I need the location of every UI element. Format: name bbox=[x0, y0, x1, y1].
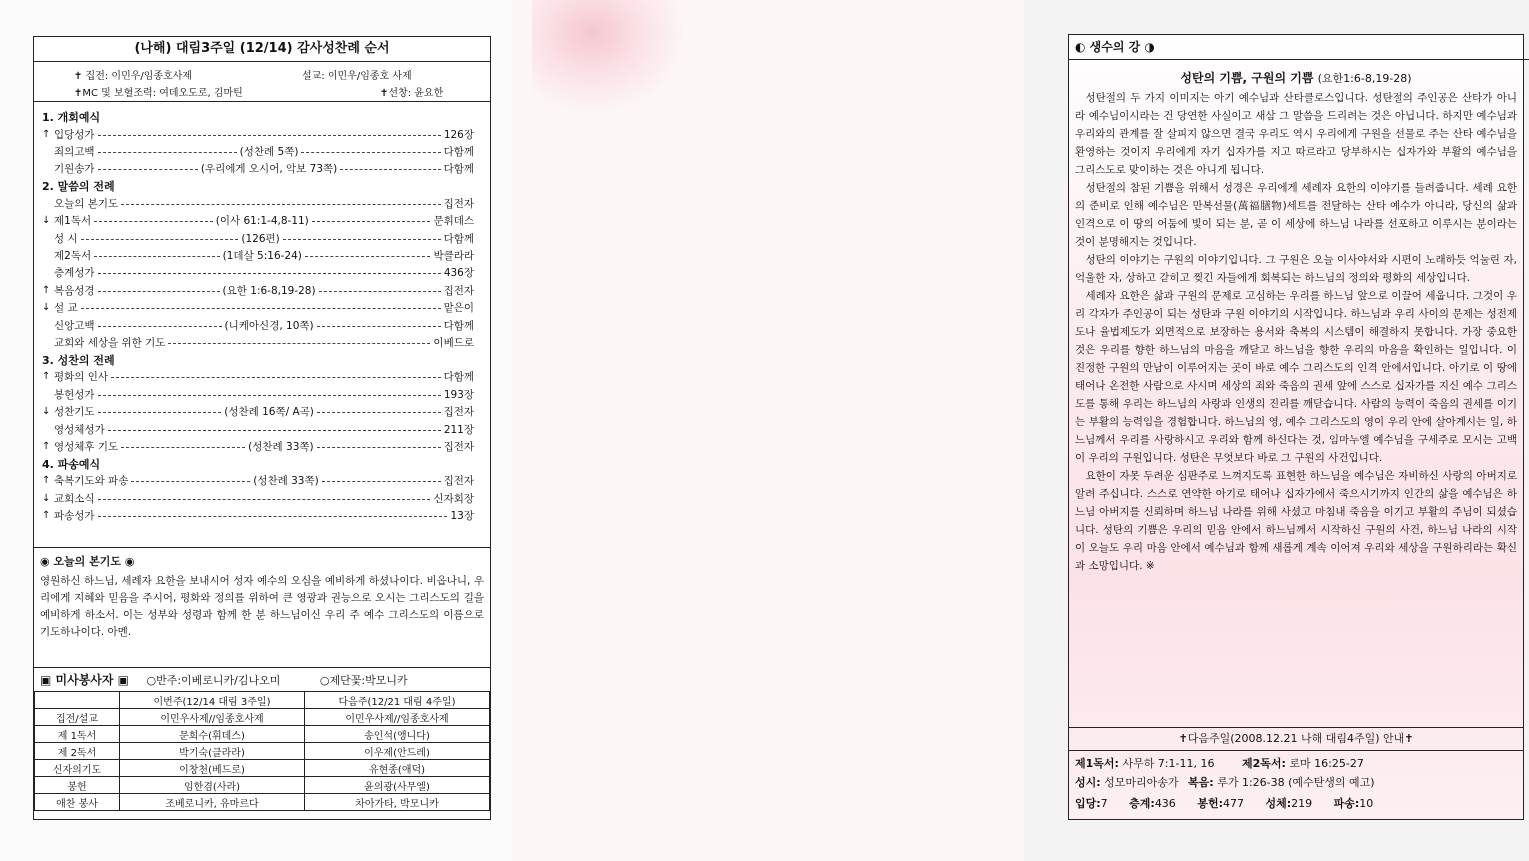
leader-line bbox=[340, 169, 440, 170]
order-item bbox=[42, 282, 474, 298]
leader-line bbox=[98, 152, 237, 153]
sermon-paragraph: 요한이 자못 두려운 심판주로 느껴지도록 표현한 하느님을 예수님은 자비하신 사랑의 아버지로 알려 주십니다. 스스로 연약한 아기로 태어나 십자가에서 죽으시기까지 인간의 삶을 예수님은 하느님 아버지를 신뢰하며 하느님 나라를 위해 사셨고 마침내 죽음을 이기고 부활의 주님이 되셨습니다. 성탄의 기쁨은 우리의 믿음 안에서 하느님께서 시작하신 구원의 사건, 하느님 나라의 시작이 오늘도 우리 마음 안에서 예수님과 함께 새롭게 계속 이어져 우리와 세상을 구원하리라는 확신과 소망입니다. ※ bbox=[1075, 470, 1517, 572]
table-row bbox=[35, 726, 490, 743]
order-item-value: 126장 bbox=[443, 128, 474, 141]
leader-line bbox=[98, 326, 222, 327]
next-psalm-gospel bbox=[1075, 774, 1375, 790]
arrow-marker: ↑ bbox=[42, 440, 51, 452]
table-row bbox=[35, 777, 490, 794]
table-cell: 송인석(앵니다) bbox=[305, 726, 490, 743]
communion-label: 성체: bbox=[1265, 797, 1292, 810]
order-item-label: 영성체후 기도 bbox=[54, 440, 119, 453]
order-item-note: (126편) bbox=[241, 232, 280, 245]
order-item bbox=[42, 473, 474, 489]
section-title: 1. 개회예식 bbox=[42, 111, 101, 124]
order-item-value: 집전자 bbox=[443, 197, 474, 210]
leader-line bbox=[317, 326, 441, 327]
order-item bbox=[42, 404, 474, 420]
offertory-hymn: 477 bbox=[1222, 797, 1244, 810]
divider bbox=[34, 101, 490, 102]
table-cell: 이민우사제//임종호사제 bbox=[305, 709, 490, 726]
sermon-paragraph: 성탄의 이야기는 구원의 이야기입니다. 그 구원은 오늘 이사야서와 시편이 노래하듯 억눌린 자, 억울한 자, 상하고 갇히고 찢긴 자들에게 회복되는 하느님의 정의와 평화의 세상입니다. bbox=[1075, 254, 1517, 284]
leader-line bbox=[81, 239, 239, 240]
order-item-note: (우리에게 오시어, 악보 73쪽) bbox=[200, 163, 338, 176]
communion-hymn: 219 bbox=[1291, 797, 1313, 810]
order-item-value: 13장 bbox=[450, 510, 474, 523]
table-row bbox=[35, 794, 490, 811]
leader-line bbox=[305, 256, 431, 257]
reading1: 사무하 7:1-11, 16 bbox=[1122, 757, 1215, 770]
table-cell: 박기숙(클라라) bbox=[120, 743, 305, 760]
entrance-label: 입당: bbox=[1075, 797, 1101, 810]
table-cell: 제 1독서 bbox=[35, 726, 120, 743]
section-title: 4. 파송예식 bbox=[42, 457, 101, 471]
order-item bbox=[42, 369, 474, 385]
order-item-value: 문휘데스 bbox=[433, 215, 475, 228]
order-item-value: 집전자 bbox=[443, 284, 474, 297]
table-cell: 조베로니카, 유마르다 bbox=[120, 794, 305, 811]
order-item bbox=[42, 300, 474, 316]
order-item-note: (성찬례 5쪽) bbox=[239, 145, 299, 158]
order-item-value: 다함께 bbox=[443, 371, 474, 384]
order-item-value: 다함께 bbox=[443, 319, 475, 332]
leader-line bbox=[94, 256, 220, 257]
leader-line bbox=[98, 273, 441, 274]
order-item-note: (성찬례 33쪽) bbox=[248, 440, 314, 453]
order-item-label: 영성체성가 bbox=[54, 423, 105, 436]
order-item bbox=[42, 143, 474, 159]
table-cell: 다음주(12/21 대림 4주일) bbox=[305, 692, 490, 709]
altar-flowers: ○제단꽃:박모니카 bbox=[319, 674, 408, 687]
order-item-value: 436장 bbox=[443, 267, 474, 280]
leader-line bbox=[121, 204, 440, 205]
table-cell: 봉헌 bbox=[35, 777, 120, 794]
gradual-label: 층계: bbox=[1129, 797, 1155, 810]
leader-line bbox=[319, 291, 441, 292]
order-item-value: 193장 bbox=[443, 388, 474, 401]
arrow-marker: ↑ bbox=[42, 128, 51, 140]
order-item bbox=[42, 195, 474, 211]
order-item-value: 신자회장 bbox=[433, 492, 474, 505]
order-item bbox=[42, 334, 474, 350]
order-item-label: 복음성경 bbox=[54, 284, 95, 297]
cantor-credit: ✝선창: 윤요한 bbox=[380, 88, 444, 99]
leader-line bbox=[121, 447, 245, 448]
order-item-value: 다함께 bbox=[443, 163, 475, 176]
leader-line bbox=[94, 221, 213, 222]
order-item-note: (요한 1:6-8,19-28) bbox=[222, 284, 316, 297]
order-item-value: 211장 bbox=[443, 423, 474, 436]
order-item-label: 교회와 세상을 위한 기도 bbox=[54, 336, 166, 349]
order-item-label: 교회소식 bbox=[54, 492, 95, 505]
order-item-label: 축복기도와 파송 bbox=[54, 475, 129, 488]
table-cell: 문희수(휘데스) bbox=[120, 726, 305, 743]
order-title: (나해) 대림3주일 (12/14) 감사성찬례 순서 bbox=[34, 37, 490, 62]
table-cell: 애찬 봉사 bbox=[35, 794, 120, 811]
reading1-label: 제1독서: bbox=[1075, 757, 1119, 770]
flower-decoration bbox=[532, 0, 682, 110]
table-cell: 윤의광(사무엘) bbox=[305, 777, 490, 794]
leader-line bbox=[168, 343, 430, 344]
order-item-note: (1데살 5:16-24) bbox=[222, 249, 302, 262]
psalm: 성모마리아송가 bbox=[1104, 776, 1179, 789]
leader-line bbox=[322, 481, 441, 482]
order-item-label: 성찬기도 bbox=[54, 406, 95, 419]
sermon-paragraph: 성탄절의 두 가지 이미지는 아기 예수님과 산타클로스입니다. 성탄절의 주인공은 산타가 아니라 예수님이시라는 건 당연한 사실이고 새삼 그 말씀을 드리려는 것은 아닙니다. 하지만 예수님과 우리와의 관계를 잘 살피지 않으면 결국 우리도 역시 우리에게 구원을 선물로 주는 산타 예수님을 환영하는 것이지 우리에게 자기 십자가를 지고 따르라고 당부하시는 십자가와 부활의 예수님을 그리스도로 맞이하는 것은 아니게 됩니다. bbox=[1075, 92, 1517, 176]
order-item-label: 평화의 인사 bbox=[54, 371, 109, 384]
order-item-note: (성찬례 33쪽) bbox=[253, 475, 319, 488]
sermon-scripture-ref: (요한1:6-8,19-28) bbox=[1317, 72, 1412, 85]
prayer-body: 영원하신 하느님, 세례자 요한을 보내시어 성자 예수의 오심을 예비하게 하셨나이다. 비옵나니, 우리에게 지혜와 믿음을 주시어, 평화와 정의를 위하여 큰 영광과 권능으로 오시는 그리스도의 길을 예비하게 하소서. 이는 성부와 성령과 함께 한 분 하느님이신 우리 주 예수 그리스도의 이름으로 기도하나이다. 아멘. bbox=[40, 575, 484, 638]
table-cell bbox=[35, 692, 120, 709]
arrow-marker: ↓ bbox=[42, 492, 51, 504]
order-item bbox=[42, 490, 474, 506]
leader-line bbox=[317, 412, 441, 413]
volunteers-table bbox=[34, 691, 490, 811]
table-cell: 차아가타, 박모니카 bbox=[305, 794, 490, 811]
offertory-label: 봉헌: bbox=[1197, 797, 1223, 810]
arrow-marker: ↓ bbox=[42, 302, 51, 314]
order-item-label: 제1독서 bbox=[54, 215, 92, 228]
accompanist: ○반주:이베로니카/김나오미 bbox=[146, 674, 281, 687]
order-item-note: (성찬례 16쪽/ A곡) bbox=[224, 406, 314, 419]
next-hymns bbox=[1075, 795, 1373, 811]
table-row bbox=[35, 760, 490, 777]
order-box bbox=[33, 36, 491, 820]
leader-line bbox=[98, 395, 441, 396]
sermon-title-text: 성탄의 기쁨, 구원의 기쁨 bbox=[1180, 71, 1314, 85]
divider bbox=[34, 667, 490, 668]
order-item bbox=[42, 247, 474, 263]
arrow-marker: ↑ bbox=[42, 284, 51, 296]
gospel: 루가 1:26-38 (예수탄생의 예고) bbox=[1217, 776, 1375, 789]
order-item-value: 맡은이 bbox=[443, 302, 474, 315]
table-row bbox=[35, 709, 490, 726]
leader-line bbox=[98, 516, 448, 517]
order-item-value: 집전자 bbox=[443, 406, 474, 419]
order-item bbox=[42, 508, 474, 524]
gospel-label: 복음: bbox=[1188, 776, 1214, 789]
order-item-value: 집전자 bbox=[443, 440, 475, 453]
order-item bbox=[42, 126, 474, 142]
left-page bbox=[0, 0, 512, 861]
leader-line bbox=[98, 412, 222, 413]
arrow-marker: ↑ bbox=[42, 510, 51, 522]
leader-line bbox=[108, 430, 441, 431]
order-item-label: 설 교 bbox=[54, 302, 78, 315]
order-item-label: 제2독서 bbox=[54, 249, 92, 262]
order-item bbox=[42, 438, 474, 454]
order-item bbox=[42, 265, 474, 281]
gradual-hymn: 436 bbox=[1154, 797, 1176, 810]
sermon-box bbox=[1068, 34, 1524, 820]
table-cell: 이번주(12/14 대림 3주일) bbox=[120, 692, 305, 709]
sermon-paragraph: 세례자 요한은 삶과 구원의 문제로 고심하는 우리를 하느님 앞으로 이끌어 세웁니다. 그것이 우리 각자가 주인공이 되는 성탄과 구원 이야기의 시작입니다. 하느님과 우리 사이의 문제는 성전제도나 율법제도가 외면적으로 보장하는 용서와 축복의 시스템이 해결하지 못합니다. 가장 중요한 것은 우리를 향한 하느님의 마음을 깨닫고 하느님을 향한 우리의 마음을 확인하는 일입니다. 이 진정한 구원의 만남이 이루어지는 곳이 바로 예수 그리스도의 인격 안에서입니다. 아기로 이 땅에 태어나 온전한 사람으로 사시며 세상의 죄와 죽음의 권세 앞에 스스로 십자가를 지신 예수 그리스도를 통해 우리는 하느님의 사랑과 인생의 진리를 깨닫습니다. 사람의 능력이 죽음의 권세를 이기는 부활의 능력임을 경험합니다. 하느님의 영, 예수 그리스도의 영이 우리 안에 살아계시는 일, 하느님께서 우리를 사랑하시고 우리와 함께 하신다는 것, 임마누엘 예수님을 구세주로 모시는 고백이 우리의 구원입니다. 성탄은 무엇보다 바로 그 구원의 사건입니다. bbox=[1075, 290, 1517, 464]
preacher-credit: 설교: 이민우/임종호 사제 bbox=[302, 71, 412, 82]
next-readings bbox=[1075, 755, 1364, 771]
dismissal-hymn: 10 bbox=[1359, 797, 1374, 810]
table-header-row bbox=[35, 692, 490, 709]
leader-line bbox=[98, 499, 431, 500]
entrance-hymn: 7 bbox=[1100, 797, 1108, 810]
order-item-value: 이베드로 bbox=[433, 336, 474, 349]
prayer-title: ◉ 오늘의 본기도 ◉ bbox=[40, 555, 135, 568]
order-item-label: 오늘의 본기도 bbox=[54, 197, 119, 210]
leader-line bbox=[283, 239, 441, 240]
order-item-note: (이사 61:1-4,8-11) bbox=[215, 215, 309, 228]
reading2-label: 제2독서: bbox=[1241, 757, 1286, 770]
leader-line bbox=[131, 481, 250, 482]
divider bbox=[34, 547, 490, 548]
section-title: 3. 성찬의 전례 bbox=[42, 353, 115, 367]
table-row bbox=[35, 743, 490, 760]
mc-credit: ✝MC 및 보혈조력: 여데오도로, 김마틴 bbox=[74, 88, 243, 99]
leader-line bbox=[98, 291, 220, 292]
table-cell: 제 2독서 bbox=[35, 743, 120, 760]
volunteers-title: ▣ 미사봉사자 ▣ bbox=[40, 673, 129, 687]
order-item-label: 파송성가 bbox=[54, 510, 95, 523]
table-cell: 임한겸(사라) bbox=[120, 777, 305, 794]
order-item-label: 성 시 bbox=[54, 232, 78, 245]
order-item-label: 봉헌성가 bbox=[54, 388, 95, 401]
table-cell: 이민우사제//임종호사제 bbox=[120, 709, 305, 726]
leader-line bbox=[317, 447, 441, 448]
arrow-marker: ↓ bbox=[42, 406, 51, 418]
table-cell: 신자의기도 bbox=[35, 760, 120, 777]
next-sunday-title: ✝다음주일(2008.12.21 나해 대림4주일) 안내✝ bbox=[1069, 727, 1523, 751]
order-item-note: (니케아신경, 10쪽) bbox=[224, 319, 314, 332]
leader-line bbox=[98, 135, 441, 136]
order-item bbox=[42, 421, 474, 437]
leader-line bbox=[111, 377, 441, 378]
order-item bbox=[42, 386, 474, 402]
right-page bbox=[512, 0, 1517, 861]
volunteers-header bbox=[40, 671, 408, 688]
arrow-marker: ↑ bbox=[42, 475, 51, 487]
arrow-marker: ↓ bbox=[42, 215, 51, 227]
psalm-label: 성시: bbox=[1075, 776, 1101, 789]
order-item-label: 층계성가 bbox=[54, 267, 95, 280]
order-item bbox=[42, 213, 474, 229]
order-item-value: 박클라라 bbox=[433, 249, 475, 262]
section-title: 2. 말씀의 전례 bbox=[42, 180, 115, 194]
table-cell: 유현종(애덕) bbox=[305, 760, 490, 777]
leader-line bbox=[312, 221, 431, 222]
sermon-header: ◐ 생수의 강 ◑ bbox=[1069, 35, 1529, 60]
order-item-label: 신앙고백 bbox=[54, 319, 95, 332]
order-item-value: 집전자 bbox=[443, 475, 474, 488]
reading2: 로마 16:25-27 bbox=[1289, 757, 1364, 770]
sermon-body bbox=[1075, 89, 1517, 575]
table-cell: 이창천(베드로) bbox=[120, 760, 305, 777]
leader-line bbox=[98, 169, 198, 170]
arrow-marker: ↑ bbox=[42, 371, 51, 383]
order-item bbox=[42, 317, 474, 333]
sermon-title bbox=[1069, 69, 1523, 86]
dismissal-label: 파송: bbox=[1333, 797, 1360, 810]
order-item-value: 다함께 bbox=[443, 145, 474, 158]
order-item bbox=[42, 230, 474, 246]
table-cell: 집전/설교 bbox=[35, 709, 120, 726]
leader-line bbox=[81, 308, 441, 309]
table-cell: 이우제(안드레) bbox=[305, 743, 490, 760]
order-item-label: 기원송가 bbox=[54, 163, 95, 176]
leader-line bbox=[301, 152, 440, 153]
order-item-label: 죄의고백 bbox=[54, 145, 95, 158]
celebrant-credit: ✝ 집전: 이민우/임종호사제 bbox=[74, 71, 193, 82]
order-item-value: 다함께 bbox=[443, 232, 475, 245]
order-item-label: 입당성가 bbox=[54, 128, 95, 141]
sermon-paragraph: 성탄절의 참된 기쁨을 위해서 성경은 우리에게 세례자 요한의 이야기를 들려줍니다. 세례 요한의 준비로 인해 예수님은 만복선물(萬福膳物)세트를 전달하는 산타 예수가 아니라, 당신의 삶과 인격으로 이 땅의 어둠에 빛이 되는 분, 곧 이 세상에 하느님 나라를 선포하고 이루시는 분이라는 것이 분명해지는 것입니다. bbox=[1075, 182, 1517, 248]
order-item bbox=[42, 161, 474, 177]
